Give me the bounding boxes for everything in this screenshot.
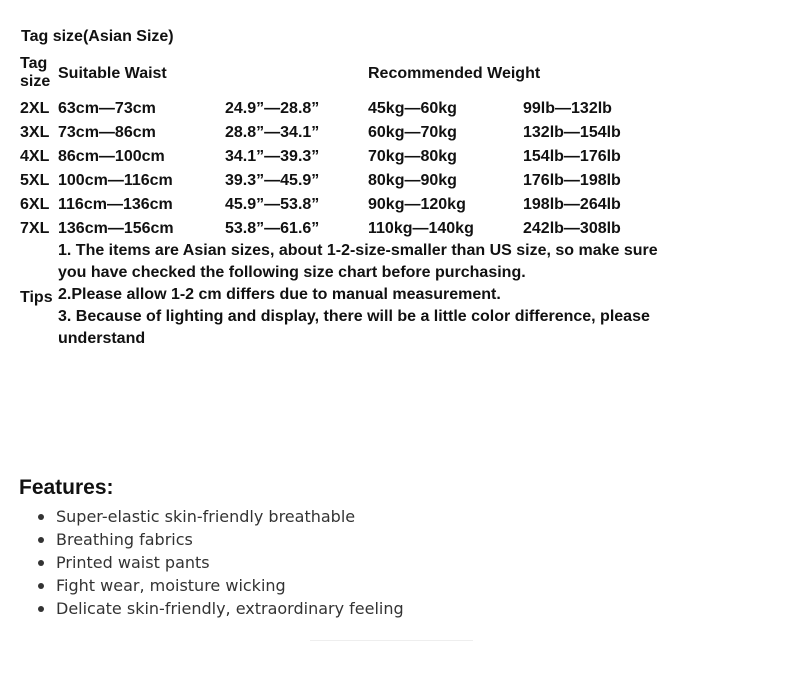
- table-row: [19, 192, 663, 216]
- recommended-weight-header: Recommended Weight: [368, 64, 541, 82]
- list-item: Printed waist pants: [56, 551, 404, 574]
- table-row: [19, 168, 663, 192]
- weight-kg-cell: 60kg—70kg: [368, 123, 457, 141]
- weight-lb-cell: 242lb—308lb: [523, 219, 621, 237]
- waist-inch-cell: 39.3”—45.9”: [225, 171, 320, 189]
- list-item: Fight wear, moisture wicking: [56, 574, 404, 597]
- tag-size-cell: 5XL: [20, 171, 50, 189]
- tag-size-header: Tag size: [20, 55, 51, 90]
- divider: [310, 640, 473, 641]
- weight-lb-cell: 99lb—132lb: [523, 99, 612, 117]
- tag-size-cell: 4XL: [20, 147, 50, 165]
- features-heading: Features:: [19, 476, 114, 499]
- tag-size-cell: 6XL: [20, 195, 50, 213]
- tip-item: 2.Please allow 1-2 cm differs due to manual measurement.: [58, 286, 501, 303]
- weight-lb-cell: 132lb—154lb: [523, 123, 621, 141]
- weight-lb-cell: 176lb—198lb: [523, 171, 621, 189]
- list-item: Super-elastic skin-friendly breathable: [56, 505, 404, 528]
- tag-size-cell: 7XL: [20, 219, 50, 237]
- tip-item: 3. Because of lighting and display, there will be a little color difference, please understand: [58, 308, 650, 347]
- weight-kg-cell: 70kg—80kg: [368, 147, 457, 165]
- weight-kg-cell: 90kg—120kg: [368, 195, 466, 213]
- waist-inch-cell: 45.9”—53.8”: [225, 195, 320, 213]
- waist-inch-cell: 34.1”—39.3”: [225, 147, 320, 165]
- size-chart-table: [19, 27, 663, 355]
- weight-lb-cell: 198lb—264lb: [523, 195, 621, 213]
- waist-cm-cell: 86cm—100cm: [58, 147, 165, 165]
- size-chart-header-row: [19, 50, 663, 96]
- weight-kg-cell: 110kg—140kg: [368, 219, 474, 237]
- size-chart-caption: Tag size(Asian Size): [21, 28, 174, 45]
- tips-content: [58, 240, 663, 355]
- table-row: [19, 120, 663, 144]
- weight-kg-cell: 45kg—60kg: [368, 99, 457, 117]
- tag-size-cell: 3XL: [20, 123, 50, 141]
- waist-inch-cell: 28.8”—34.1”: [225, 123, 320, 141]
- tips-label: Tips: [20, 288, 53, 306]
- waist-cm-cell: 73cm—86cm: [58, 123, 156, 141]
- list-item: Delicate skin-friendly, extraordinary feeling: [56, 599, 404, 618]
- tag-size-cell: 2XL: [20, 99, 50, 117]
- suitable-waist-header: Suitable Waist: [58, 64, 167, 82]
- waist-cm-cell: 100cm—116cm: [58, 171, 173, 189]
- tip-item: 1. The items are Asian sizes, about 1-2-size-smaller than US size, so make sure you have checked the following size chart before purchasing.: [58, 242, 658, 281]
- waist-cm-cell: 116cm—136cm: [58, 195, 173, 213]
- waist-cm-cell: 63cm—73cm: [58, 99, 156, 117]
- waist-inch-cell: 53.8”—61.6”: [225, 219, 320, 237]
- list-item: Breathing fabrics: [56, 528, 404, 551]
- features-list: [56, 505, 404, 620]
- table-row: [19, 216, 663, 240]
- waist-inch-cell: 24.9”—28.8”: [225, 99, 320, 117]
- table-row: [19, 96, 663, 120]
- tips-row: [19, 240, 663, 355]
- table-row: [19, 144, 663, 168]
- weight-lb-cell: 154lb—176lb: [523, 147, 621, 165]
- waist-cm-cell: 136cm—156cm: [58, 219, 174, 237]
- weight-kg-cell: 80kg—90kg: [368, 171, 457, 189]
- size-chart-caption-row: [19, 27, 663, 50]
